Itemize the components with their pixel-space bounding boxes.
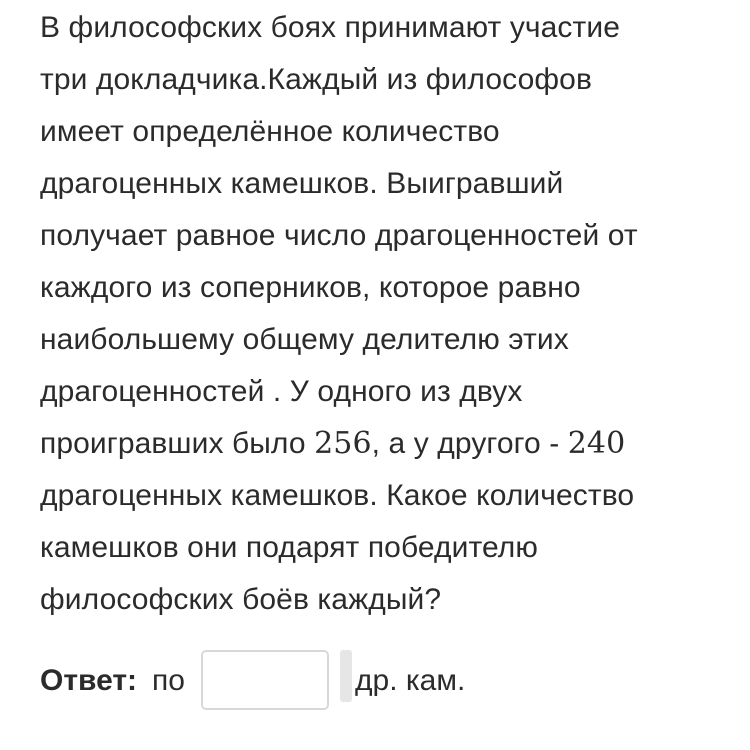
problem-line-with-numbers bbox=[40, 418, 720, 470]
problem-text bbox=[40, 0, 720, 626]
problem-line: три докладчика.Каждый из философов bbox=[40, 63, 592, 96]
problem-line: философских боёв каждый? bbox=[40, 583, 442, 616]
problem-text-fragment: проигравших было bbox=[40, 427, 315, 460]
problem-line: наибольшему общему делителю этих bbox=[40, 323, 569, 356]
problem-line: драгоценных камешков. Выигравший bbox=[40, 167, 564, 200]
problem-line: каждого из соперников, которое равно bbox=[40, 271, 581, 304]
answer-unit: др. кам. bbox=[355, 664, 466, 697]
problem-line: драгоценных камешков. Какое количество bbox=[40, 479, 635, 512]
problem-text-fragment: , а у другого - bbox=[371, 427, 568, 460]
answer-prefix: по bbox=[152, 664, 185, 697]
answer-input[interactable] bbox=[201, 650, 329, 710]
problem-line: драгоценностей . У одного из двух bbox=[40, 375, 523, 408]
problem-line: камешков они подарят победителю bbox=[40, 531, 538, 564]
answer-row bbox=[40, 650, 720, 712]
math-number: 240 bbox=[567, 426, 626, 461]
problem-line: получает равное число драгоценностей от bbox=[40, 219, 638, 252]
input-side-handle bbox=[340, 650, 352, 702]
problem-line: В философских боях принимают участие bbox=[40, 11, 621, 44]
math-number: 256 bbox=[314, 426, 372, 461]
problem-line: имеет определённое количество bbox=[40, 115, 500, 148]
answer-label: Ответ: bbox=[40, 664, 138, 697]
